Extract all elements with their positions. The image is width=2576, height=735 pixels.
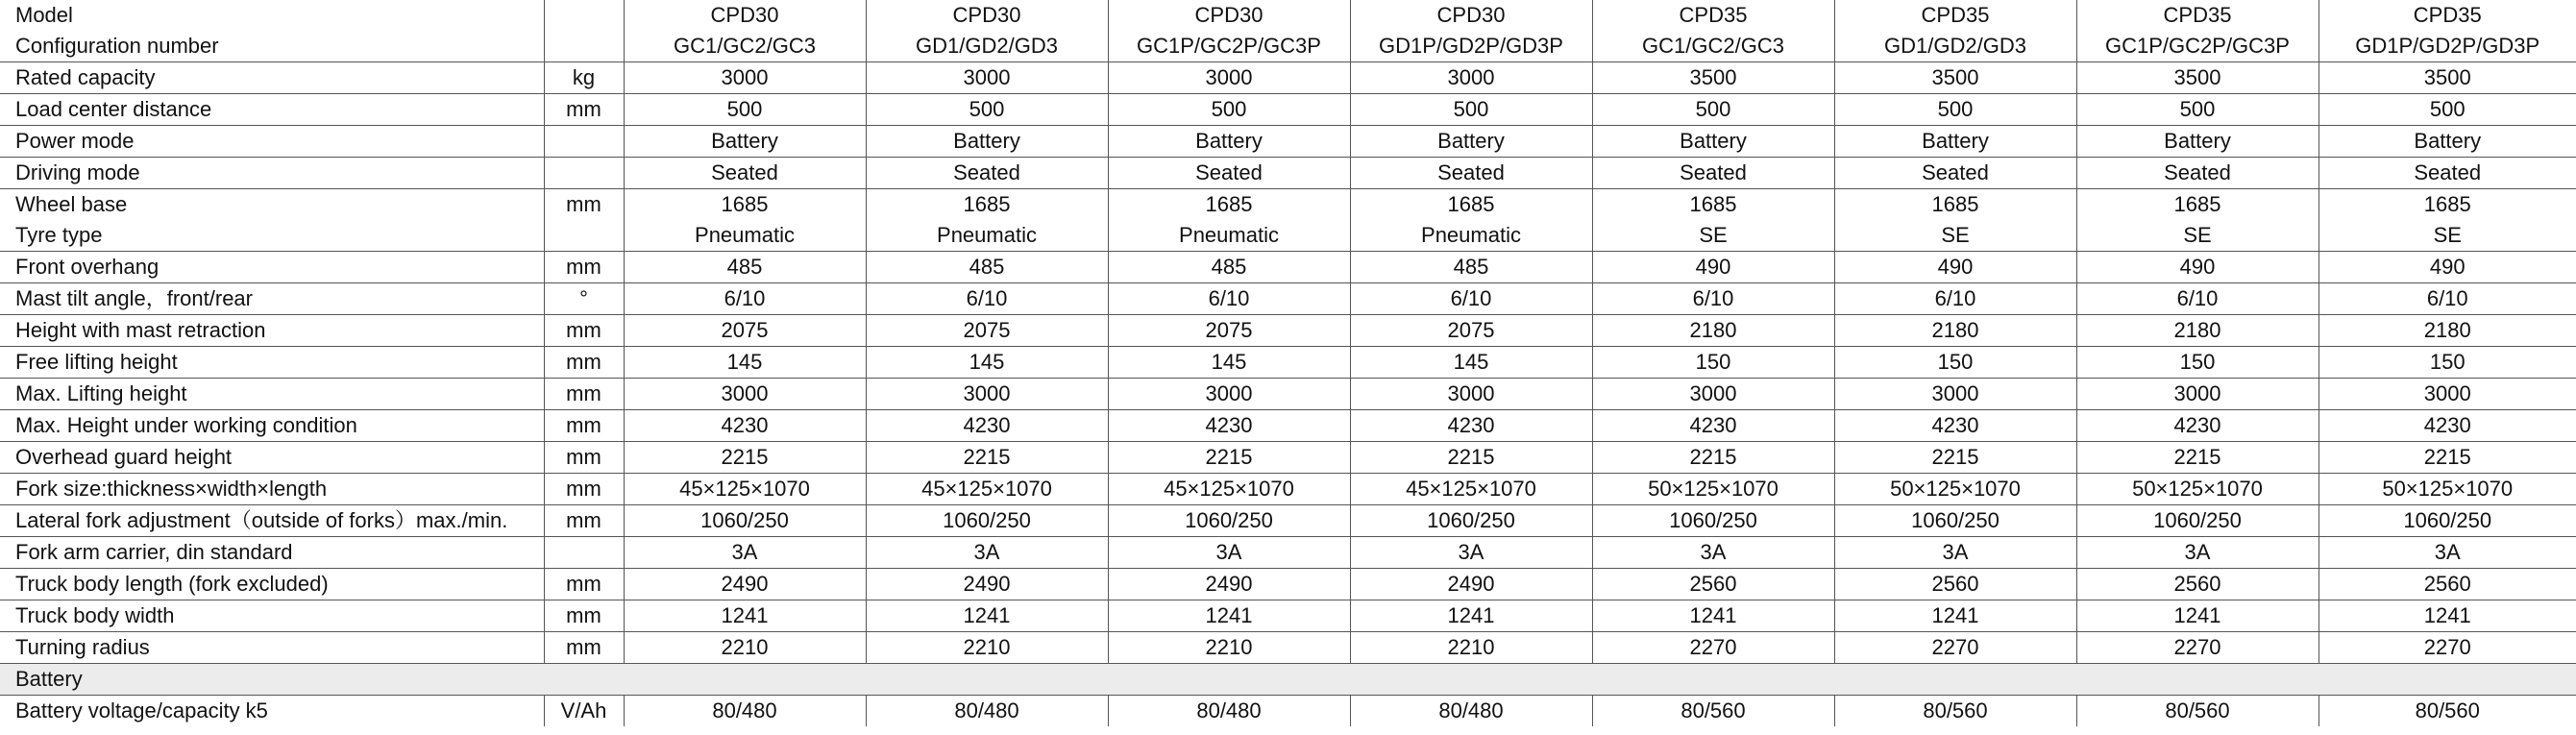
cell-value: GD1/GD2/GD3 [866,31,1108,62]
cell-value: 2180 [1834,315,2076,347]
cell-value: 4230 [2318,410,2576,442]
cell-value: 80/480 [866,696,1108,727]
table-row [0,126,2576,158]
cell-value: 4230 [1592,410,1834,442]
row-label: Max. Lifting height [0,379,544,410]
cell-value: 500 [624,94,866,126]
cell-value: 1241 [624,600,866,632]
table-row [0,158,2576,189]
cell-value: 2210 [866,632,1108,664]
cell-value: Battery [866,126,1108,158]
cell-value: 1060/250 [1592,505,1834,537]
row-label: Truck body length (fork excluded) [0,569,544,600]
section-title: Battery [0,664,2576,696]
row-label: Rated capacity [0,62,544,94]
cell-value: Pneumatic [1108,220,1350,252]
cell-value: 145 [866,347,1108,379]
cell-value: 2075 [624,315,866,347]
cell-value: 1685 [1592,189,1834,221]
cell-value: 6/10 [624,283,866,315]
row-label: Front overhang [0,252,544,283]
cell-value: 3500 [1592,62,1834,94]
cell-value: 490 [1834,252,2076,283]
table-row [0,474,2576,505]
cell-value: 2210 [1108,632,1350,664]
cell-value: 2180 [2318,315,2576,347]
cell-value: GD1P/GD2P/GD3P [2318,31,2576,62]
cell-value: 3000 [1350,379,1592,410]
cell-value: 3A [1592,537,1834,569]
row-label: Mast tilt angle，front/rear [0,283,544,315]
cell-value: SE [1834,220,2076,252]
cell-value: 1241 [1592,600,1834,632]
cell-value: Battery [1834,126,2076,158]
cell-value: 80/560 [1592,696,1834,727]
cell-value: 2210 [624,632,866,664]
cell-value: Battery [1592,126,1834,158]
cell-value: 150 [1834,347,2076,379]
cell-value: Seated [624,158,866,189]
row-label: Power mode [0,126,544,158]
table-row [0,283,2576,315]
cell-value: 145 [624,347,866,379]
table-row [0,696,2576,727]
cell-value: 2215 [624,442,866,474]
table-row [0,62,2576,94]
cell-value: 3000 [624,62,866,94]
cell-value: 1685 [2076,189,2318,221]
cell-value: 3500 [2318,62,2576,94]
cell-value: 2270 [2076,632,2318,664]
cell-value: 1241 [1108,600,1350,632]
cell-value: 2215 [2076,442,2318,474]
cell-value: 80/480 [1350,696,1592,727]
cell-value: 2560 [2318,569,2576,600]
cell-value: 3500 [1834,62,2076,94]
table-row [0,0,2576,31]
cell-value: 1241 [1350,600,1592,632]
table-row [0,31,2576,62]
cell-value: 2270 [1834,632,2076,664]
cell-value: 485 [866,252,1108,283]
row-label: Driving mode [0,158,544,189]
cell-value: CPD30 [1350,0,1592,31]
row-label: Model [0,0,544,31]
cell-value: 1685 [1350,189,1592,221]
row-unit: mm [544,569,624,600]
cell-value: 50×125×1070 [2076,474,2318,505]
cell-value: 2560 [1834,569,2076,600]
cell-value: 2270 [1592,632,1834,664]
cell-value: 3000 [1108,62,1350,94]
cell-value: 80/560 [2076,696,2318,727]
cell-value: 500 [2318,94,2576,126]
cell-value: 2490 [1108,569,1350,600]
cell-value: SE [2318,220,2576,252]
cell-value: 500 [2076,94,2318,126]
cell-value: 4230 [1350,410,1592,442]
table-row [0,252,2576,283]
cell-value: 2270 [2318,632,2576,664]
cell-value: 1685 [624,189,866,221]
cell-value: GC1/GC2/GC3 [624,31,866,62]
row-unit [544,158,624,189]
cell-value: 150 [2076,347,2318,379]
row-label: Fork size:thickness×width×length [0,474,544,505]
row-label: Overhead guard height [0,442,544,474]
cell-value: 2490 [1350,569,1592,600]
cell-value: 4230 [2076,410,2318,442]
cell-value: 1685 [2423,192,2471,216]
cell-value: 1241 [2318,600,2576,632]
row-unit: mm [544,410,624,442]
cell-value: 6/10 [2076,283,2318,315]
cell-value: 2215 [1108,442,1350,474]
cell-value: Battery [624,126,866,158]
row-label: Turning radius [0,632,544,664]
cell-value: Battery [2076,126,2318,158]
cell-value: 500 [1592,94,1834,126]
cell-value: 2075 [1108,315,1350,347]
cell-value: 485 [1108,252,1350,283]
cell-value: CPD35 [2076,0,2318,31]
cell-value: Pneumatic [866,220,1108,252]
row-unit: mm [544,94,624,126]
cell-value: 1060/250 [1350,505,1592,537]
cell-value: 1241 [1834,600,2076,632]
row-unit: kg [544,62,624,94]
cell-value: GC1P/GC2P/GC3P [2076,31,2318,62]
cell-value: 2180 [2076,315,2318,347]
cell-value: Seated [2076,158,2318,189]
cell-value: 3A [1108,537,1350,569]
row-unit [544,31,624,62]
cell-value: 145 [1108,347,1350,379]
section-header-row [0,664,2576,696]
cell-value: 2560 [2076,569,2318,600]
cell-value: 485 [1350,252,1592,283]
cell-value: 3A [866,537,1108,569]
cell-value: GC1P/GC2P/GC3P [1108,31,1350,62]
cell-value: 45×125×1070 [1108,474,1350,505]
cell-value: 1685 [1108,189,1350,221]
cell-value: 1241 [866,600,1108,632]
row-unit [544,126,624,158]
cell-value: 2210 [1350,632,1592,664]
cell-value: 490 [2318,252,2576,283]
cell-value: 3000 [866,379,1108,410]
cell-value: CPD35 [1592,0,1834,31]
cell-value: CPD30 [866,0,1108,31]
row-unit [544,537,624,569]
cell-value: Pneumatic [1350,220,1592,252]
cell-value: Battery [1350,126,1592,158]
cell-value: 50×125×1070 [2318,474,2576,505]
cell-value: 1241 [2076,600,2318,632]
cell-value: 6/10 [1350,283,1592,315]
cell-value: 80/560 [2415,698,2480,723]
row-label: Truck body width [0,600,544,632]
table-row [0,347,2576,379]
cell-value: Seated [1592,158,1834,189]
cell-value: SE [1592,220,1834,252]
table-row [0,315,2576,347]
table-row [0,410,2576,442]
cell-value: 3000 [624,379,866,410]
cell-value: 3A [1350,537,1592,569]
cell-value: 2075 [1350,315,1592,347]
cell-value: 145 [1350,347,1592,379]
cell-value: 80/560 [1834,696,2076,727]
row-unit: mm [544,347,624,379]
cell-value: Seated [1834,158,2076,189]
cell-value: 6/10 [866,283,1108,315]
row-unit: mm [544,600,624,632]
cell-value: 500 [1834,94,2076,126]
cell-value: 3500 [2076,62,2318,94]
table-row [0,189,2576,221]
table-row [0,442,2576,474]
cell-value: 500 [1108,94,1350,126]
cell-value: Seated [2318,158,2576,189]
row-unit: mm [544,379,624,410]
row-unit: mm [544,189,624,221]
cell-value: 45×125×1070 [624,474,866,505]
cell-value: GD1P/GD2P/GD3P [1350,31,1592,62]
row-label: Lateral fork adjustment（outside of forks）max./min. [0,505,544,537]
cell-value: 1060/250 [624,505,866,537]
row-unit: mm [544,315,624,347]
row-unit: ° [544,283,624,315]
cell-value: GD1/GD2/GD3 [1834,31,2076,62]
row-unit: mm [544,505,624,537]
cell-value: 2075 [866,315,1108,347]
cell-value: 500 [1350,94,1592,126]
table-row [0,220,2576,252]
cell-value: 1060/250 [2076,505,2318,537]
cell-value: 2560 [1592,569,1834,600]
row-label: Battery voltage/capacity k5 [0,696,544,727]
cell-value: 3A [1834,537,2076,569]
cell-value: Seated [1350,158,1592,189]
cell-value: 4230 [1834,410,2076,442]
cell-value: 2215 [1592,442,1834,474]
cell-value: 6/10 [1108,283,1350,315]
cell-value: 2215 [866,442,1108,474]
row-label: Configuration number [0,31,544,62]
cell-value: 2215 [1834,442,2076,474]
cell-value: 3000 [1592,379,1834,410]
row-unit: mm [544,632,624,664]
table-row [0,94,2576,126]
cell-value: 80/480 [1108,696,1350,727]
table-row [0,505,2576,537]
cell-value: GC1/GC2/GC3 [1592,31,1834,62]
cell-value: 3A [624,537,866,569]
cell-value: 3000 [2318,379,2576,410]
cell-value: CPD30 [624,0,866,31]
cell-value: CPD35 [2413,3,2482,27]
cell-value: Seated [1108,158,1350,189]
cell-value: 2490 [866,569,1108,600]
cell-value: Seated [866,158,1108,189]
cell-value: Pneumatic [624,220,866,252]
cell-value: CPD30 [1108,0,1350,31]
table-row [0,569,2576,600]
row-unit: mm [544,252,624,283]
table-row [0,600,2576,632]
cell-value: Battery [1108,126,1350,158]
cell-value: 50×125×1070 [1592,474,1834,505]
table-row [0,379,2576,410]
cell-value: 1060/250 [1108,505,1350,537]
cell-value: 2215 [2318,442,2576,474]
cell-value: 80/480 [624,696,866,727]
cell-value: 4230 [1108,410,1350,442]
row-label: Height with mast retraction [0,315,544,347]
cell-value: 4230 [866,410,1108,442]
cell-value: SE [2076,220,2318,252]
cell-value: 2180 [1592,315,1834,347]
cell-value: 3A [2318,537,2576,569]
cell-value: 3A [2076,537,2318,569]
row-unit [544,0,624,31]
cell-value: 1685 [866,189,1108,221]
cell-value: 50×125×1070 [1834,474,2076,505]
row-unit [544,220,624,252]
cell-value: 6/10 [1592,283,1834,315]
cell-value: 500 [866,94,1108,126]
cell-value: 150 [2318,347,2576,379]
cell-value: 2215 [1350,442,1592,474]
cell-value: 1060/250 [1834,505,2076,537]
cell-value: 485 [624,252,866,283]
row-label: Load center distance [0,94,544,126]
row-label: Free lifting height [0,347,544,379]
cell-value: 3000 [1108,379,1350,410]
cell-value: 150 [1592,347,1834,379]
cell-value: 1060/250 [866,505,1108,537]
cell-value: 3000 [866,62,1108,94]
cell-value: Battery [2318,126,2576,158]
cell-value: 2490 [624,569,866,600]
cell-value: 490 [1592,252,1834,283]
cell-value: 45×125×1070 [866,474,1108,505]
row-label: Fork arm carrier, din standard [0,537,544,569]
row-label: Wheel base [0,189,544,221]
cell-value: 3000 [2076,379,2318,410]
cell-value: 3000 [1350,62,1592,94]
cell-value: 45×125×1070 [1350,474,1592,505]
cell-value: 490 [2076,252,2318,283]
row-label: Max. Height under working condition [0,410,544,442]
cell-value: 6/10 [1834,283,2076,315]
table-row [0,537,2576,569]
cell-value: 6/10 [2318,283,2576,315]
table-row [0,632,2576,664]
cell-value: 1060/250 [2318,505,2576,537]
row-unit: mm [544,442,624,474]
cell-value: CPD35 [1834,0,2076,31]
row-unit: V/Ah [544,696,624,727]
row-unit: mm [544,474,624,505]
cell-value: 4230 [624,410,866,442]
cell-value: 3000 [1834,379,2076,410]
cell-value: 1685 [1834,189,2076,221]
row-label: Tyre type [0,220,544,252]
